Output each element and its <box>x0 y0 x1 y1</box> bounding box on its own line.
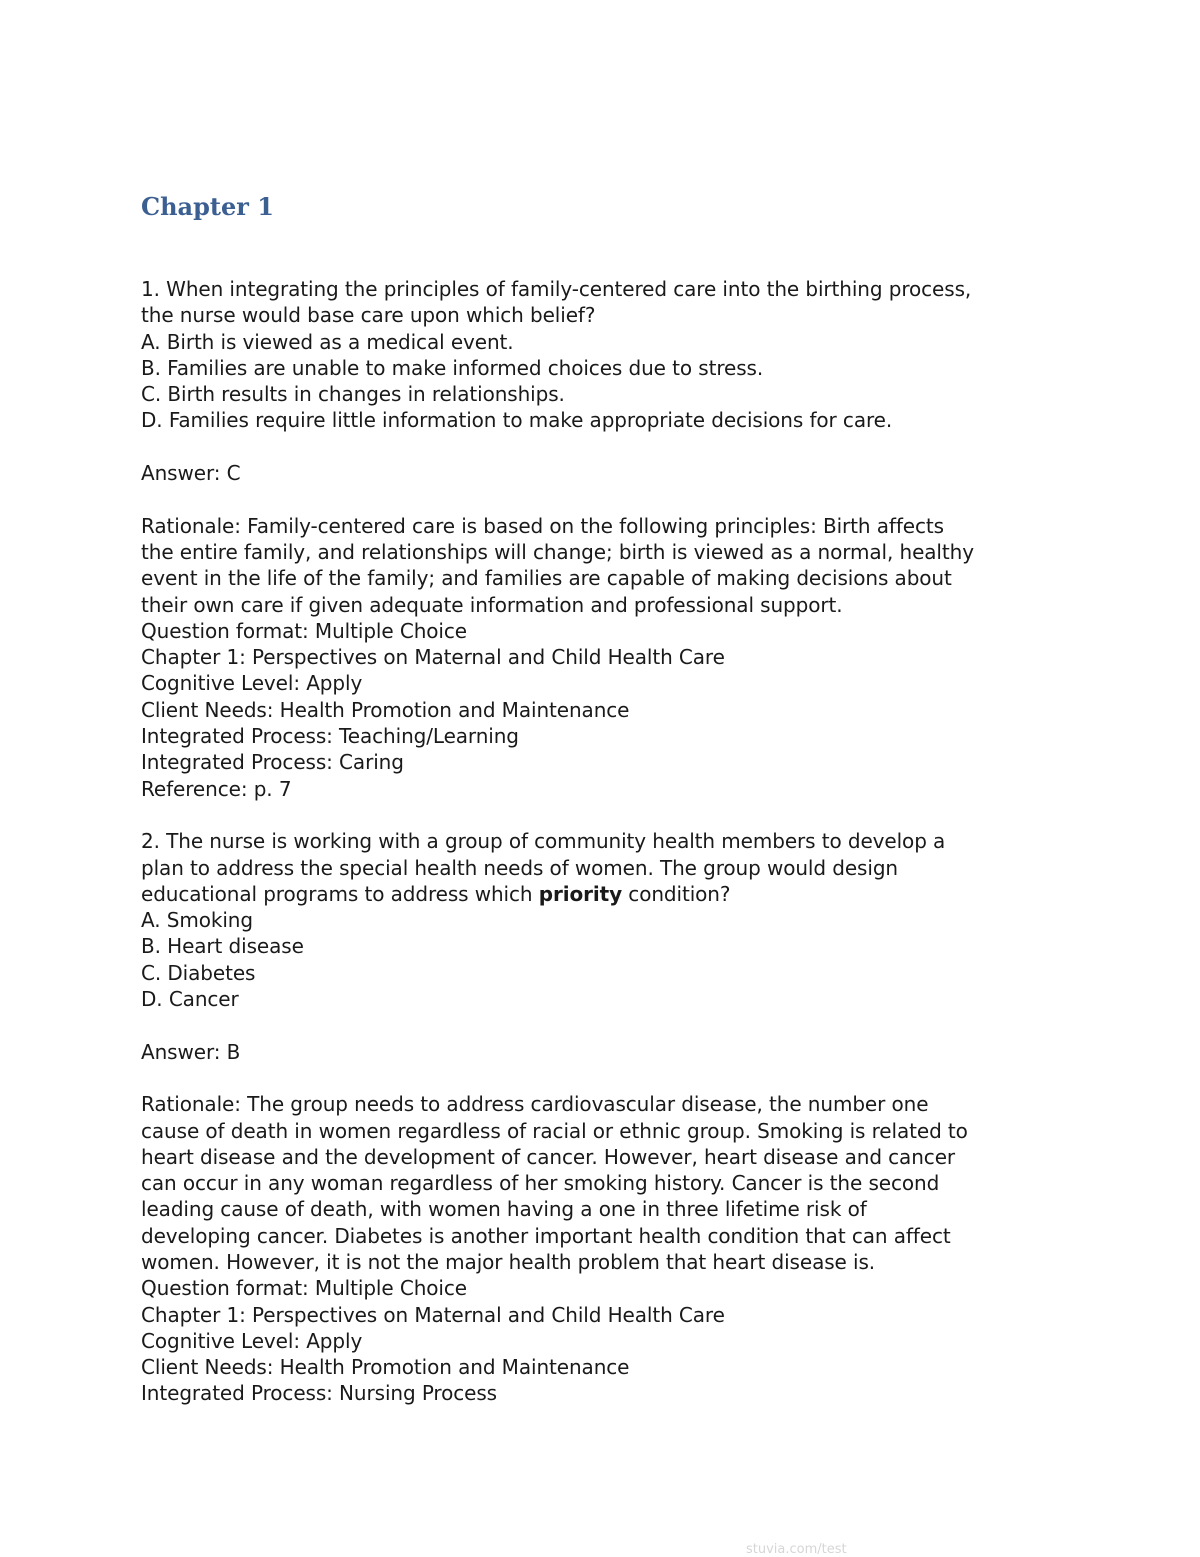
blank-line <box>141 1065 1071 1091</box>
stem-text: condition? <box>622 881 731 906</box>
answer-option-b: B. Families are unable to make informed choices due to stress. <box>141 355 764 380</box>
blank-line <box>141 802 1071 828</box>
rationale-line: leading cause of death, with women having a one in three lifetime risk of <box>141 1197 867 1222</box>
metadata-line: Question format: Multiple Choice <box>141 618 467 643</box>
stem-text: educational programs to address which <box>141 881 539 906</box>
blank-line <box>141 434 1071 460</box>
rationale-line: heart disease and the development of cancer. However, heart disease and cancer <box>141 1144 956 1169</box>
question-stem-line: 1. When integrating the principles of family-centered care into the birthing process, <box>141 277 972 301</box>
metadata-line: Reference: p. 7 <box>141 776 292 801</box>
question-1 <box>141 276 1071 802</box>
metadata-line: Chapter 1: Perspectives on Maternal and Child Health Care <box>141 1302 725 1327</box>
rationale-line: women. However, it is not the major health problem that heart disease is. <box>141 1249 876 1274</box>
rationale-line: cause of death in women regardless of racial or ethnic group. Smoking is related to <box>141 1118 968 1143</box>
answer-option-b: B. Heart disease <box>141 934 304 959</box>
chapter-heading: Chapter 1 <box>141 192 274 221</box>
metadata-line: Client Needs: Health Promotion and Maintenance <box>141 1355 630 1380</box>
rationale-line: developing cancer. Diabetes is another important health condition that can affect <box>141 1223 951 1248</box>
blank-line <box>141 1012 1071 1038</box>
answer-key: Answer: B <box>141 1039 241 1064</box>
answer-option-d: D. Cancer <box>141 987 239 1012</box>
answer-option-c: C. Birth results in changes in relationships. <box>141 382 565 407</box>
answer-option-c: C. Diabetes <box>141 960 256 985</box>
answer-option-d: D. Families require little information to make appropriate decisions for care. <box>141 408 893 433</box>
rationale-line: their own care if given adequate information and professional support. <box>141 592 843 617</box>
metadata-line: Chapter 1: Perspectives on Maternal and Child Health Care <box>141 645 725 670</box>
metadata-line: Integrated Process: Caring <box>141 750 404 775</box>
answer-option-a: A. Birth is viewed as a medical event. <box>141 329 514 354</box>
question-2 <box>141 828 1071 1407</box>
rationale-line: the entire family, and relationships will change; birth is viewed as a normal, healthy <box>141 539 974 564</box>
metadata-line: Cognitive Level: Apply <box>141 671 363 696</box>
metadata-line: Integrated Process: Nursing Process <box>141 1381 497 1406</box>
metadata-line: Question format: Multiple Choice <box>141 1276 467 1301</box>
question-stem-line: plan to address the special health needs of women. The group would design <box>141 855 898 880</box>
question-stem-line: 2. The nurse is working with a group of community health members to develop a <box>141 829 946 854</box>
rationale-line: Rationale: Family-centered care is based on the following principles: Birth affects <box>141 513 944 538</box>
metadata-line: Cognitive Level: Apply <box>141 1328 363 1353</box>
document-page <box>141 190 1071 1407</box>
blank-line <box>141 486 1071 512</box>
question-stem-line <box>141 881 1071 907</box>
metadata-line: Integrated Process: Teaching/Learning <box>141 724 519 749</box>
rationale-line: event in the life of the family; and families are capable of making decisions about <box>141 566 952 591</box>
question-stem-line: the nurse would base care upon which belief? <box>141 303 596 328</box>
rationale-line: can occur in any woman regardless of her smoking history. Cancer is the second <box>141 1171 940 1196</box>
answer-option-a: A. Smoking <box>141 908 253 933</box>
rationale-line: Rationale: The group needs to address cardiovascular disease, the number one <box>141 1092 929 1117</box>
answer-key: Answer: C <box>141 461 241 486</box>
metadata-line: Client Needs: Health Promotion and Maintenance <box>141 697 630 722</box>
watermark: stuvia.com/test <box>746 1542 847 1557</box>
emphasis-word: priority <box>538 881 623 906</box>
spacer <box>141 224 1071 276</box>
